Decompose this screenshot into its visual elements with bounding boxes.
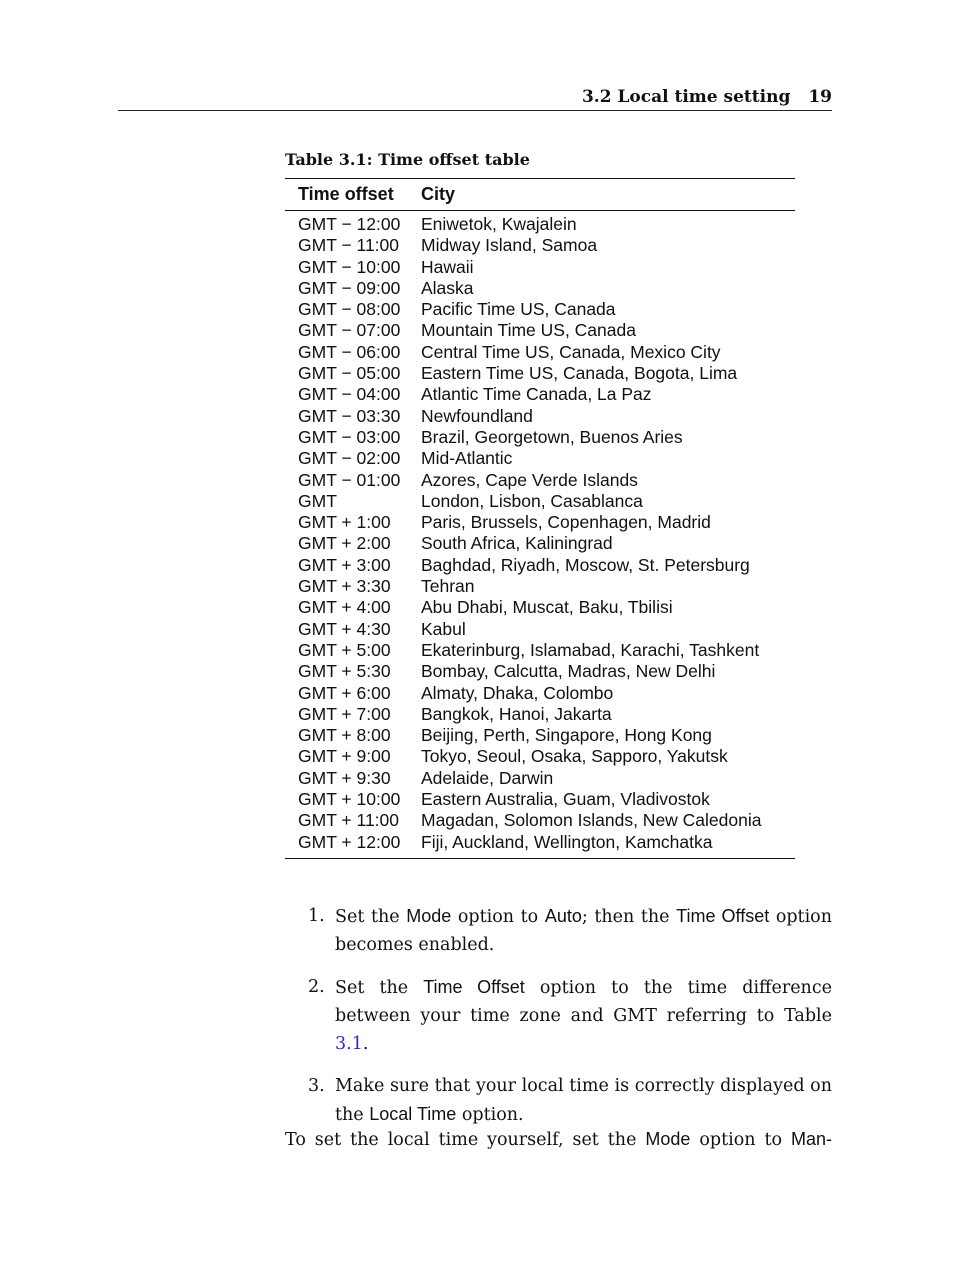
table-row [285,746,795,767]
column-header-time-offset: Time offset [298,184,394,204]
column-header-city: City [421,184,456,204]
cell-city: Tokyo, Seoul, Osaka, Sapporo, Yakutsk [421,746,728,767]
table-row [285,789,795,810]
header-section-title: 3.2 Local time setting [581,87,791,107]
cell-city: South Africa, Kaliningrad [421,533,613,554]
cell-city: Eniwetok, Kwajalein [421,214,577,234]
table-row [285,555,795,576]
table-row [285,406,795,427]
cell-city: Hawaii [421,256,474,277]
cell-time-offset: GMT − 03:00 [298,426,401,447]
running-header [118,86,832,111]
cell-city: Alaska [421,277,474,298]
table-row [285,299,795,320]
table-row [285,512,795,533]
cell-city: Kabul [421,618,466,639]
table-row [285,342,795,363]
ui-term: Auto [544,906,582,926]
cell-city: Atlantic Time Canada, La Paz [421,384,652,405]
steps-list [308,902,832,1143]
cell-time-offset: GMT + 3:00 [298,554,391,575]
ui-term: Mode [645,1129,691,1149]
body-paragraph [285,1125,832,1154]
cell-time-offset: GMT + 3:30 [298,576,391,597]
cell-time-offset: GMT + 1:00 [298,512,391,533]
cell-city: Brazil, Georgetown, Buenos Aries [421,426,683,447]
text-run: Set the [335,978,424,998]
table-row [285,810,795,831]
table-row [285,363,795,384]
table-row [285,832,795,853]
cell-time-offset: GMT − 10:00 [298,256,401,277]
table-row [285,661,795,682]
cell-time-offset: GMT − 08:00 [298,299,401,320]
text-run: To set the local time yourself, set the [285,1130,646,1150]
list-item-text [335,1072,832,1129]
table-row [285,533,795,554]
table-row [285,725,795,746]
cell-city: Paris, Brussels, Copenhagen, Madrid [421,512,711,533]
cell-city: Newfoundland [421,405,533,426]
cell-time-offset: GMT + 10:00 [298,789,401,810]
cell-time-offset: GMT − 03:30 [298,405,401,426]
table-row [285,257,795,278]
cell-city: Midway Island, Samoa [421,235,598,256]
table-row [285,384,795,405]
table-row [285,768,795,789]
cell-time-offset: GMT + 12:00 [298,831,401,852]
text-run: option to the time difference between your time zone and GMT referring to Table [335,978,832,1026]
cell-city: Eastern Time US, Canada, Bogota, Lima [421,363,738,384]
text-run: option to [451,907,545,927]
cell-time-offset: GMT + 5:30 [298,661,391,682]
cell-city: Tehran [421,576,475,597]
text-run: ; then the [581,907,677,927]
ui-term: Time Offset [423,977,525,997]
table-row [285,683,795,704]
cell-city: Almaty, Dhaka, Colombo [421,682,614,703]
cell-city: Ekaterinburg, Islamabad, Karachi, Tashkent [421,639,760,660]
table-row [285,704,795,725]
text-run: option to [690,1130,791,1150]
table-caption: Table 3.1: Time offset table [285,150,530,169]
cell-city: Mountain Time US, Canada [421,320,636,341]
cell-city: Pacific Time US, Canada [421,299,616,320]
table-row [285,235,795,256]
cell-time-offset: GMT + 9:00 [298,746,391,767]
ui-term: Mode [406,906,452,926]
table-row [285,491,795,512]
cell-time-offset: GMT − 12:00 [298,214,401,234]
list-item-text [335,902,832,959]
list-item [308,902,832,959]
table-row [285,619,795,640]
text-run: option becomes enabled. [335,907,832,955]
cell-time-offset: GMT + 9:30 [298,767,391,788]
text-run: option. [456,1105,524,1125]
cell-city: Baghdad, Riyadh, Moscow, St. Petersburg [421,554,750,575]
table-row [285,576,795,597]
text-run: Set the [335,907,407,927]
cell-time-offset: GMT − 09:00 [298,277,401,298]
page-number: 19 [808,87,832,107]
cell-time-offset: GMT [298,490,337,511]
cell-city: London, Lisbon, Casablanca [421,490,643,511]
cell-city: Central Time US, Canada, Mexico City [421,341,721,362]
cell-time-offset: GMT + 4:30 [298,618,391,639]
cell-city: Fiji, Auckland, Wellington, Kamchatka [421,831,713,852]
cell-time-offset: GMT − 06:00 [298,341,401,362]
table-row [285,448,795,469]
cell-city: Adelaide, Darwin [421,767,554,788]
ui-term: Man- [790,1129,832,1149]
list-item [308,1072,832,1129]
list-item-number: 1. [308,906,325,926]
cell-time-offset: GMT + 8:00 [298,725,391,746]
cell-city: Bangkok, Hanoi, Jakarta [421,703,612,724]
cell-time-offset: GMT + 2:00 [298,533,391,554]
list-item [308,973,832,1058]
cell-city: Mid-Atlantic [421,448,513,469]
cell-city: Bombay, Calcutta, Madras, New Delhi [421,661,716,682]
table-row [285,214,795,235]
cell-time-offset: GMT − 04:00 [298,384,401,405]
cell-time-offset: GMT − 02:00 [298,448,401,469]
table-row [285,427,795,448]
table-row [285,640,795,661]
cell-city: Beijing, Perth, Singapore, Hong Kong [421,725,712,746]
time-offset-table [285,178,795,859]
cell-time-offset: GMT + 7:00 [298,703,391,724]
table-body [285,211,795,858]
list-item-text [335,973,832,1058]
cell-time-offset: GMT + 11:00 [298,810,400,831]
ui-term: Time Offset [676,906,770,926]
text-run: Make sure that your local time is correctly displayed on the [335,1076,832,1125]
cell-time-offset: GMT − 05:00 [298,363,401,384]
cell-time-offset: GMT − 07:00 [298,320,401,341]
cell-city: Abu Dhabi, Muscat, Baku, Tbilisi [421,597,673,618]
table-header-row [285,179,795,211]
list-item-number: 2. [308,977,325,997]
table-reference-link[interactable]: 3.1 [335,1034,363,1054]
cell-time-offset: GMT − 01:00 [298,469,401,490]
table-row [285,597,795,618]
list-item-number: 3. [308,1076,325,1096]
cell-city: Eastern Australia, Guam, Vladivostok [421,789,710,810]
cell-city: Azores, Cape Verde Islands [421,469,638,490]
table-row [285,278,795,299]
text-run: . [362,1034,369,1054]
cell-time-offset: GMT + 4:00 [298,597,391,618]
table-row [285,470,795,491]
cell-city: Magadan, Solomon Islands, New Caledonia [421,810,762,831]
cell-time-offset: GMT + 5:00 [298,639,391,660]
ui-term: Local Time [369,1104,457,1124]
cell-time-offset: GMT − 11:00 [298,235,400,256]
table-row [285,320,795,341]
cell-time-offset: GMT + 6:00 [298,682,391,703]
